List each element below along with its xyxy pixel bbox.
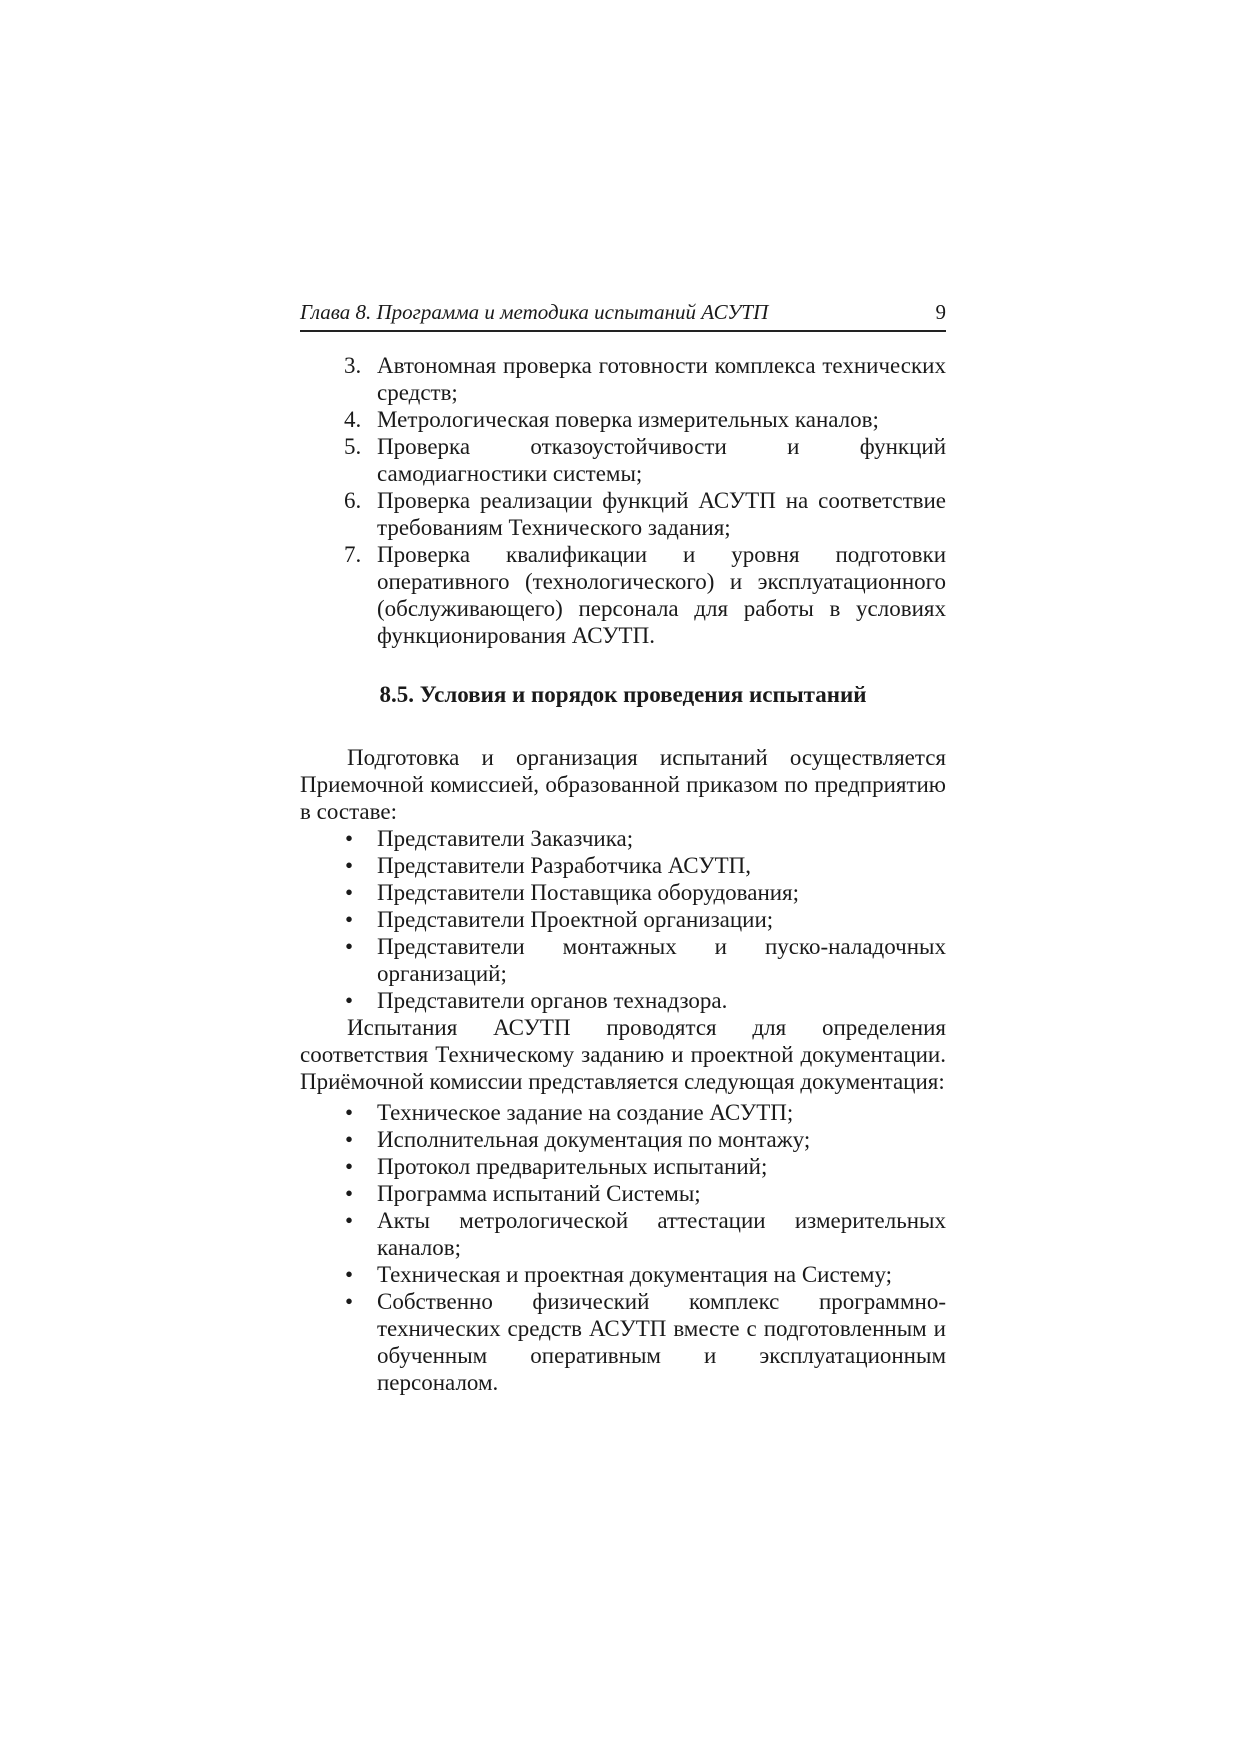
bullet-item: • Техническая и проектная документация на Систему; [377, 1261, 946, 1288]
list-item-text: Метрологическая поверка измерительных каналов; [377, 407, 879, 432]
bullet-item: • Представители Проектной организации; [377, 906, 946, 933]
list-item-number: 3. [344, 353, 362, 378]
running-header [300, 300, 946, 332]
chapter-title: Глава 8. Программа и методика испытаний АСУТП [300, 300, 769, 324]
bullet-list-documentation [300, 1099, 946, 1396]
list-item [344, 487, 946, 541]
bullet-item: • Техническое задание на создание АСУТП; [377, 1099, 946, 1126]
section-heading: 8.5. Условия и порядок проведения испытаний [379, 682, 867, 707]
page-number: 9 [935, 300, 946, 324]
bullet-list-commission [300, 825, 946, 1014]
book-page [300, 300, 946, 1396]
list-item [344, 406, 946, 433]
bullet-item: • Собственно физический комплекс программно-технических средств АСУТП вместе с подготовленным и обученным оперативным и эксплуатационным персоналом. [377, 1288, 946, 1396]
paragraph-documentation: Испытания АСУТП проводятся для определения соответствия Техническому заданию и проектной документации. Приёмочной комиссии представляется следующая документация: [300, 1015, 946, 1094]
list-item [344, 433, 946, 487]
list-item-number: 4. [344, 407, 362, 432]
list-item-number: 7. [344, 542, 362, 567]
page-body [300, 352, 946, 1396]
list-item [344, 352, 946, 406]
bullet-item: • Представители монтажных и пуско-наладочных организаций; [377, 933, 946, 987]
bullet-item: • Акты метрологической аттестации измерительных каналов; [377, 1207, 946, 1261]
list-item-text: Проверка квалификации и уровня подготовки оперативного (технологического) и эксплуатационного (обслуживающего) персонала для работы в условиях функционирования АСУТП. [377, 542, 946, 648]
list-item-number: 5. [344, 434, 362, 459]
numbered-list [300, 352, 946, 649]
list-item-text: Автономная проверка готовности комплекса технических средств; [377, 353, 946, 405]
bullet-item: • Протокол предварительных испытаний; [377, 1153, 946, 1180]
bullet-item: • Программа испытаний Системы; [377, 1180, 946, 1207]
list-item-text: Проверка реализации функций АСУТП на соответствие требованиям Технического задания; [377, 488, 946, 540]
bullet-item: • Представители органов технадзора. [377, 987, 946, 1014]
bullet-item: • Исполнительная документация по монтажу; [377, 1126, 946, 1153]
bullet-item: • Представители Поставщика оборудования; [377, 879, 946, 906]
bullet-item: • Представители Заказчика; [377, 825, 946, 852]
list-item [344, 541, 946, 649]
list-item-number: 6. [344, 488, 362, 513]
list-item-text: Проверка отказоустойчивости и функций самодиагностики системы; [377, 434, 946, 486]
bullet-item: • Представители Разработчика АСУТП, [377, 852, 946, 879]
paragraph-commission: Подготовка и организация испытаний осуществляется Приемочной комиссией, образованной приказом по предприятию в составе: [300, 745, 946, 824]
